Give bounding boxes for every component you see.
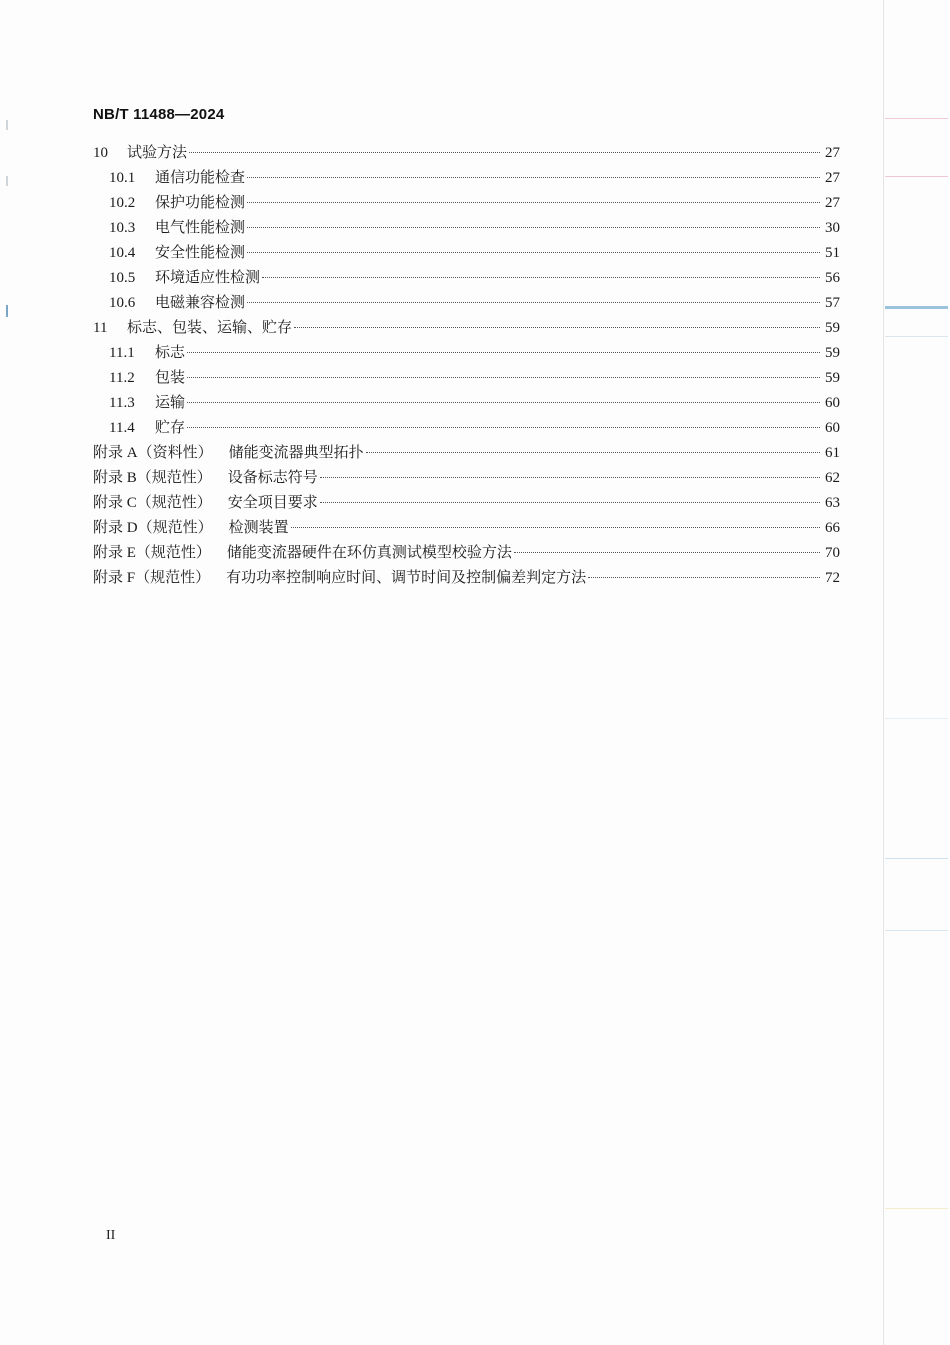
toc-entry-title: 标志、包装、运输、贮存 — [127, 320, 293, 336]
toc-entry[interactable] — [93, 491, 840, 516]
toc-entry[interactable] — [93, 216, 840, 241]
toc-entry-title: 通信功能检查 — [155, 170, 246, 186]
toc-entry-title: 安全性能检测 — [155, 245, 246, 261]
toc-entry-number: 11 — [93, 320, 108, 336]
toc-leader-dots — [247, 251, 820, 253]
toc-entry-page: 59 — [825, 370, 840, 386]
toc-entry-page: 27 — [825, 195, 840, 211]
toc-entry-page: 63 — [825, 495, 840, 511]
toc-leader-dots — [247, 226, 820, 228]
scan-edge-line — [883, 0, 884, 1345]
toc-entry-page: 60 — [825, 420, 840, 436]
toc-entry-number: 附录 F（规范性） — [93, 570, 211, 586]
toc-entry-page: 51 — [825, 245, 840, 261]
toc-leader-dots — [366, 451, 820, 453]
standard-code: NB/T 11488—2024 — [93, 106, 225, 123]
toc-entry-title: 环境适应性检测 — [155, 270, 261, 286]
toc-leader-dots — [588, 576, 820, 578]
toc-entry-number: 附录 E（规范性） — [93, 545, 211, 561]
toc-entry-number: 附录 D（规范性） — [93, 520, 213, 536]
toc-entry-title: 有功功率控制响应时间、调节时间及控制偏差判定方法 — [226, 570, 587, 586]
toc-leader-dots — [187, 426, 820, 428]
toc-entry[interactable] — [93, 266, 840, 291]
toc-entry[interactable] — [93, 316, 840, 341]
toc-leader-dots — [247, 301, 820, 303]
toc-entry[interactable] — [93, 416, 840, 441]
toc-entry-page: 30 — [825, 220, 840, 236]
toc-entry-title: 保护功能检测 — [155, 195, 246, 211]
toc-entry-page: 57 — [825, 295, 840, 311]
toc-leader-dots — [187, 351, 820, 353]
scan-mark — [6, 305, 8, 317]
toc-entry-title: 标志 — [155, 345, 186, 361]
scan-mark — [885, 176, 948, 177]
toc-leader-dots — [294, 326, 820, 328]
toc-entry-title: 储能变流器典型拓扑 — [228, 445, 364, 461]
toc-leader-dots — [187, 401, 820, 403]
toc-entry-page: 61 — [825, 445, 840, 461]
toc-entry-title: 包装 — [155, 370, 186, 386]
toc-leader-dots — [247, 201, 820, 203]
toc-entry-number: 11.3 — [109, 395, 135, 411]
toc-leader-dots — [262, 276, 820, 278]
toc-leader-dots — [320, 501, 820, 503]
toc-entry[interactable] — [93, 166, 840, 191]
toc-entry-page: 60 — [825, 395, 840, 411]
toc-entry-page: 66 — [825, 520, 840, 536]
toc-entry-title: 设备标志符号 — [227, 470, 318, 486]
scan-mark — [885, 858, 948, 859]
toc-entry-number: 11.1 — [109, 345, 135, 361]
toc-leader-dots — [187, 376, 820, 378]
toc-entry-page: 70 — [825, 545, 840, 561]
toc-entry[interactable] — [93, 341, 840, 366]
scan-mark — [6, 120, 8, 130]
scan-mark — [885, 718, 948, 719]
toc-entry-title: 运输 — [155, 395, 186, 411]
toc-entry-number: 10.3 — [109, 220, 136, 236]
toc-entry-number: 10.5 — [109, 270, 136, 286]
scan-mark — [885, 306, 948, 309]
toc-entry-page: 56 — [825, 270, 840, 286]
toc-entry[interactable] — [93, 141, 840, 166]
toc-entry[interactable] — [93, 366, 840, 391]
table-of-contents — [93, 141, 840, 591]
toc-entry-page: 59 — [825, 345, 840, 361]
toc-entry-number: 附录 A（资料性） — [93, 445, 213, 461]
toc-entry-title: 安全项目要求 — [227, 495, 318, 511]
toc-entry-page: 59 — [825, 320, 840, 336]
toc-entry-number: 10.6 — [109, 295, 136, 311]
toc-entry-page: 27 — [825, 145, 840, 161]
toc-entry-title: 电气性能检测 — [155, 220, 246, 236]
scan-mark — [885, 1208, 948, 1209]
toc-entry-title: 储能变流器硬件在环仿真测试模型校验方法 — [226, 545, 512, 561]
toc-entry-number: 11.4 — [109, 420, 135, 436]
toc-leader-dots — [291, 526, 820, 528]
toc-leader-dots — [514, 551, 820, 553]
toc-entry[interactable] — [93, 191, 840, 216]
toc-entry-title: 贮存 — [155, 420, 186, 436]
toc-entry[interactable] — [93, 466, 840, 491]
toc-entry-title: 检测装置 — [228, 520, 289, 536]
page-number: II — [106, 1228, 116, 1243]
scan-mark — [885, 930, 948, 931]
toc-entry-number: 10.2 — [109, 195, 136, 211]
toc-entry-number: 10 — [93, 145, 108, 161]
toc-entry-number: 10.1 — [109, 170, 136, 186]
toc-leader-dots — [189, 151, 820, 153]
toc-entry-title: 试验方法 — [127, 145, 188, 161]
toc-entry[interactable] — [93, 391, 840, 416]
toc-entry-number: 附录 B（规范性） — [93, 470, 212, 486]
toc-entry[interactable] — [93, 516, 840, 541]
toc-entry-number: 11.2 — [109, 370, 135, 386]
toc-entry[interactable] — [93, 541, 840, 566]
toc-entry-page: 62 — [825, 470, 840, 486]
toc-entry[interactable] — [93, 566, 840, 591]
scan-mark — [6, 176, 8, 186]
toc-entry-number: 10.4 — [109, 245, 136, 261]
toc-entry[interactable] — [93, 241, 840, 266]
toc-entry-title: 电磁兼容检测 — [155, 295, 246, 311]
toc-leader-dots — [320, 476, 820, 478]
toc-entry[interactable] — [93, 441, 840, 466]
toc-entry-page: 72 — [825, 570, 840, 586]
scan-mark — [885, 118, 948, 119]
toc-leader-dots — [247, 176, 820, 178]
toc-entry-page: 27 — [825, 170, 840, 186]
toc-entry-number: 附录 C（规范性） — [93, 495, 212, 511]
scan-mark — [885, 336, 948, 337]
toc-entry[interactable] — [93, 291, 840, 316]
